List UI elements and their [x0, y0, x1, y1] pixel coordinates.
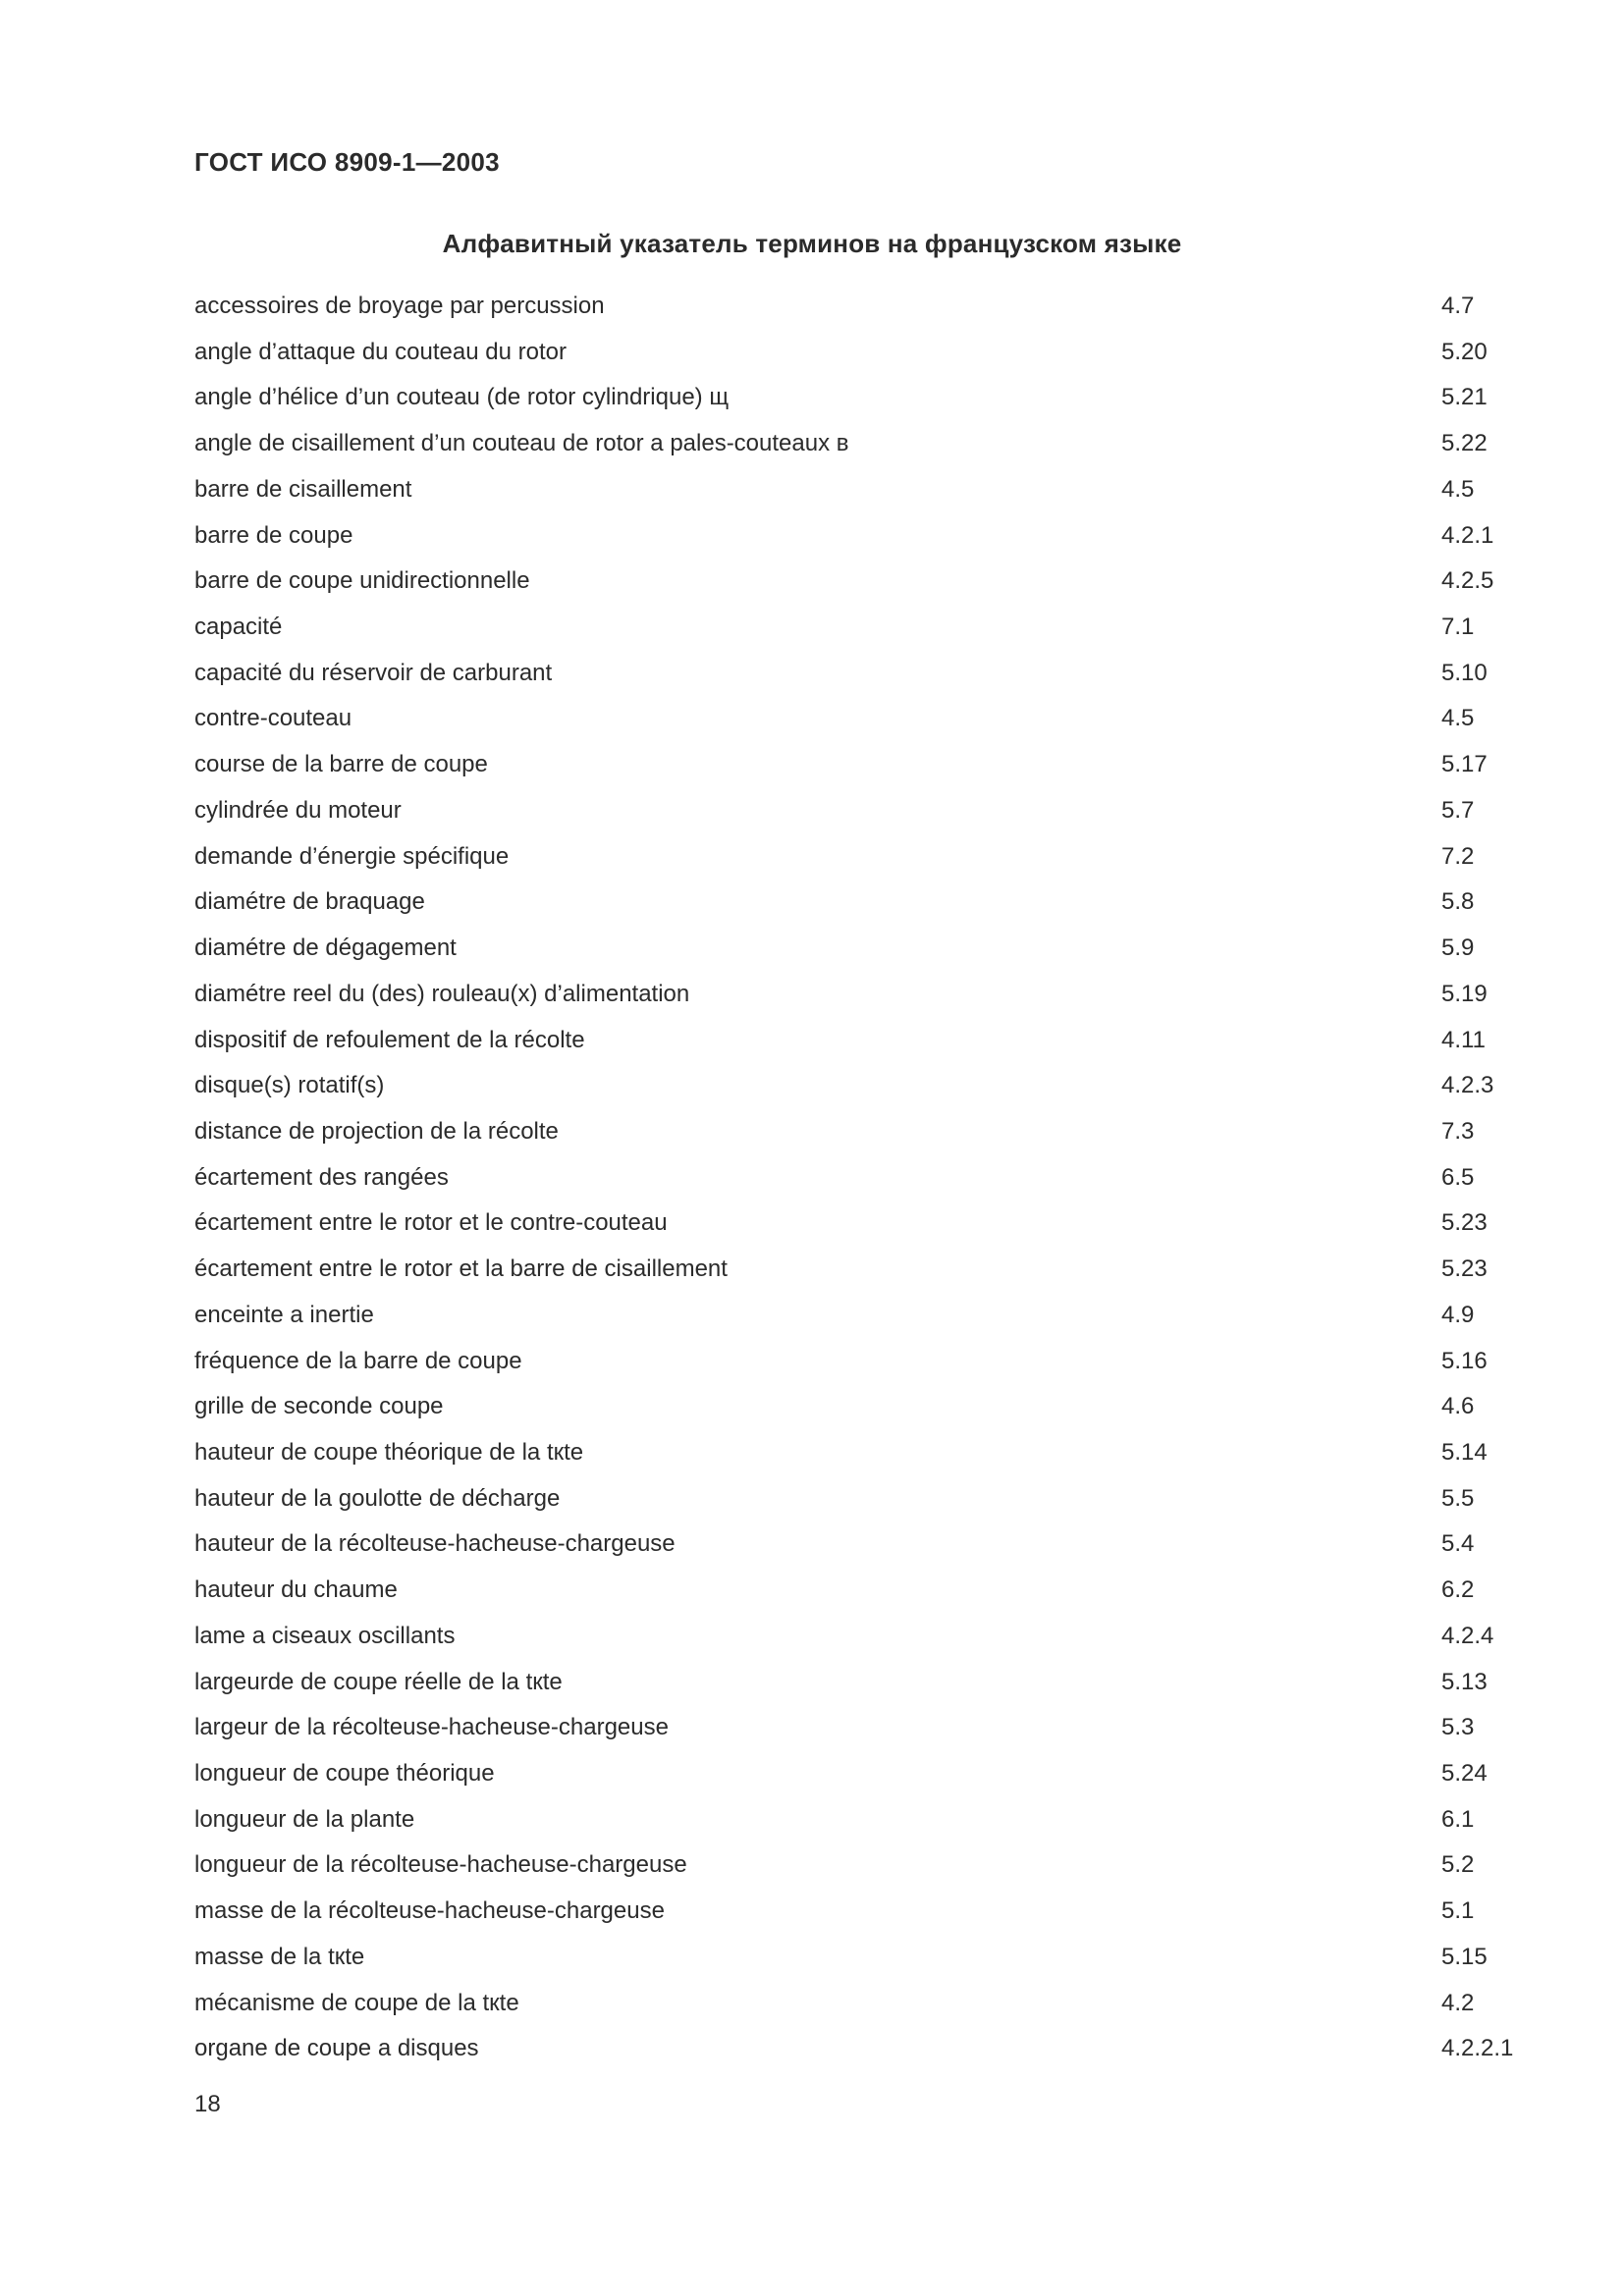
index-term: hauteur du chaume — [194, 1576, 398, 1604]
index-reference: 4.11 — [1441, 1026, 1486, 1053]
index-entry — [194, 748, 1530, 794]
index-entry — [194, 611, 1530, 657]
index-entry — [194, 1620, 1530, 1666]
index-term: angle d’attaque du couteau du rotor — [194, 338, 567, 365]
index-term: fréquence de la barre de coupe — [194, 1347, 522, 1374]
index-term: longueur de coupe théorique — [194, 1760, 495, 1787]
index-reference: 4.7 — [1441, 293, 1475, 319]
index-entry — [194, 427, 1530, 473]
index-term: distance de projection de la récolte — [194, 1117, 559, 1145]
index-term: masse de la tкte — [194, 1943, 365, 1970]
index-reference: 5.21 — [1441, 384, 1488, 411]
index-term: accessoires de broyage par percussion — [194, 293, 605, 319]
index-entry — [194, 336, 1530, 382]
index-entry — [194, 1895, 1530, 1941]
index-reference: 5.20 — [1441, 338, 1488, 365]
index-reference: 5.8 — [1441, 888, 1475, 916]
index-term: longueur de la récolteuse-hacheuse-chargeuse — [194, 1851, 687, 1879]
index-term: barre de cisaillement — [194, 475, 412, 503]
index-term: masse de la récolteuse-hacheuse-chargeuse — [194, 1897, 665, 1925]
index-reference: 5.3 — [1441, 1714, 1475, 1741]
index-reference: 5.13 — [1441, 1668, 1488, 1695]
index-reference: 4.2.3 — [1441, 1072, 1494, 1099]
index-term: cylindrée du moteur — [194, 796, 402, 824]
index-reference: 5.23 — [1441, 1255, 1488, 1283]
index-entry — [194, 1115, 1530, 1161]
index-term: barre de coupe unidirectionnelle — [194, 567, 530, 595]
index-term: capacité — [194, 614, 283, 641]
index-reference: 6.2 — [1441, 1576, 1475, 1604]
index-reference: 7.1 — [1441, 614, 1475, 641]
index-reference: 5.23 — [1441, 1209, 1488, 1237]
index-term: disque(s) rotatif(s) — [194, 1072, 385, 1099]
index-term: angle d’hélice d’un couteau (de rotor cylindrique) щ — [194, 384, 730, 411]
index-entry — [194, 381, 1530, 427]
index-term: barre de coupe — [194, 521, 353, 549]
index-term: demande d’énergie spécifique — [194, 842, 510, 870]
page-number: 18 — [194, 2091, 221, 2117]
index-entry — [194, 1436, 1530, 1482]
index-term: largeur de la récolteuse-hacheuse-chargeuse — [194, 1714, 669, 1741]
index-reference: 4.2.2.1 — [1441, 2035, 1514, 2062]
index-term: capacité du réservoir de carburant — [194, 659, 553, 686]
index-reference: 4.2 — [1441, 1989, 1475, 2016]
index-term: enceinte a inertie — [194, 1301, 374, 1328]
index-term: course de la barre de coupe — [194, 751, 488, 778]
index-reference: 4.2.5 — [1441, 567, 1494, 595]
index-entry — [194, 1574, 1530, 1620]
index-entry — [194, 473, 1530, 519]
index-term: écartement des rangées — [194, 1163, 449, 1191]
index-reference: 6.5 — [1441, 1163, 1475, 1191]
index-entry — [194, 885, 1530, 932]
index-entry — [194, 1253, 1530, 1299]
index-reference: 5.19 — [1441, 980, 1488, 1007]
index-entry — [194, 794, 1530, 840]
index-reference: 5.10 — [1441, 659, 1488, 686]
index-entry — [194, 702, 1530, 748]
index-term: écartement entre le rotor et le contre-couteau — [194, 1209, 668, 1237]
index-entry — [194, 1069, 1530, 1115]
index-term: diamétre de braquage — [194, 888, 425, 916]
index-reference: 7.3 — [1441, 1117, 1475, 1145]
index-entry — [194, 1390, 1530, 1436]
index-reference: 5.9 — [1441, 934, 1475, 962]
index-reference: 4.2.1 — [1441, 521, 1494, 549]
index-entry — [194, 290, 1530, 336]
index-term: contre-couteau — [194, 705, 352, 732]
index-reference: 5.4 — [1441, 1530, 1475, 1558]
index-reference: 5.16 — [1441, 1347, 1488, 1374]
index-term: largeurde de coupe réelle de la tкte — [194, 1668, 563, 1695]
index-entry — [194, 1848, 1530, 1895]
index-entry — [194, 840, 1530, 886]
index-reference: 4.5 — [1441, 475, 1475, 503]
index-reference: 6.1 — [1441, 1805, 1475, 1833]
index-reference: 5.22 — [1441, 430, 1488, 457]
index-reference: 4.2.4 — [1441, 1622, 1494, 1649]
index-entry — [194, 1941, 1530, 1987]
index-entry — [194, 1803, 1530, 1849]
index-reference: 5.14 — [1441, 1438, 1488, 1466]
index-entry — [194, 1299, 1530, 1345]
index-reference: 4.9 — [1441, 1301, 1475, 1328]
index-entry — [194, 1206, 1530, 1253]
document-header: ГОСТ ИСО 8909-1—2003 — [194, 147, 500, 177]
index-entry — [194, 657, 1530, 703]
index-term: hauteur de la récolteuse-hacheuse-chargeuse — [194, 1530, 676, 1558]
index-entry — [194, 1666, 1530, 1712]
index-reference: 5.1 — [1441, 1897, 1475, 1925]
index-reference: 5.15 — [1441, 1943, 1488, 1970]
index-term: grille de seconde coupe — [194, 1393, 444, 1420]
index-term: angle de cisaillement d’un couteau de rotor a pales-couteaux в — [194, 430, 849, 457]
index-term: hauteur de la goulotte de décharge — [194, 1484, 561, 1512]
index-entry — [194, 1711, 1530, 1757]
index-entry — [194, 1527, 1530, 1574]
index-entry — [194, 1345, 1530, 1391]
index-entry — [194, 1757, 1530, 1803]
index-title: Алфавитный указатель терминов на французском языке — [442, 229, 1182, 258]
index-reference: 7.2 — [1441, 842, 1475, 870]
index-term: mécanisme de coupe de la tкte — [194, 1989, 519, 2016]
index-entry — [194, 978, 1530, 1024]
index-reference: 5.17 — [1441, 751, 1488, 778]
index-term: organe de coupe a disques — [194, 2035, 479, 2062]
index-entry — [194, 1987, 1530, 2033]
index-reference: 4.5 — [1441, 705, 1475, 732]
index-term: écartement entre le rotor et la barre de cisaillement — [194, 1255, 728, 1283]
index-term: longueur de la plante — [194, 1805, 415, 1833]
index-reference: 5.5 — [1441, 1484, 1475, 1512]
index-entry — [194, 519, 1530, 565]
index-reference: 5.2 — [1441, 1851, 1475, 1879]
index-term: lame a ciseaux oscillants — [194, 1622, 456, 1649]
index-term: diamétre de dégagement — [194, 934, 457, 962]
index-reference: 5.7 — [1441, 796, 1475, 824]
index-reference: 5.24 — [1441, 1760, 1488, 1787]
index-term: hauteur de coupe théorique de la tкte — [194, 1438, 584, 1466]
index-term: dispositif de refoulement de la récolte — [194, 1026, 585, 1053]
index-entry — [194, 2032, 1530, 2078]
index-entry — [194, 1024, 1530, 1070]
index-reference: 4.6 — [1441, 1393, 1475, 1420]
index-term: diamétre reel du (des) rouleau(x) d’alimentation — [194, 980, 690, 1007]
index-entry — [194, 1161, 1530, 1207]
index-entry — [194, 932, 1530, 978]
index-entry — [194, 1482, 1530, 1528]
index-list — [194, 290, 1530, 2078]
index-entry — [194, 564, 1530, 611]
